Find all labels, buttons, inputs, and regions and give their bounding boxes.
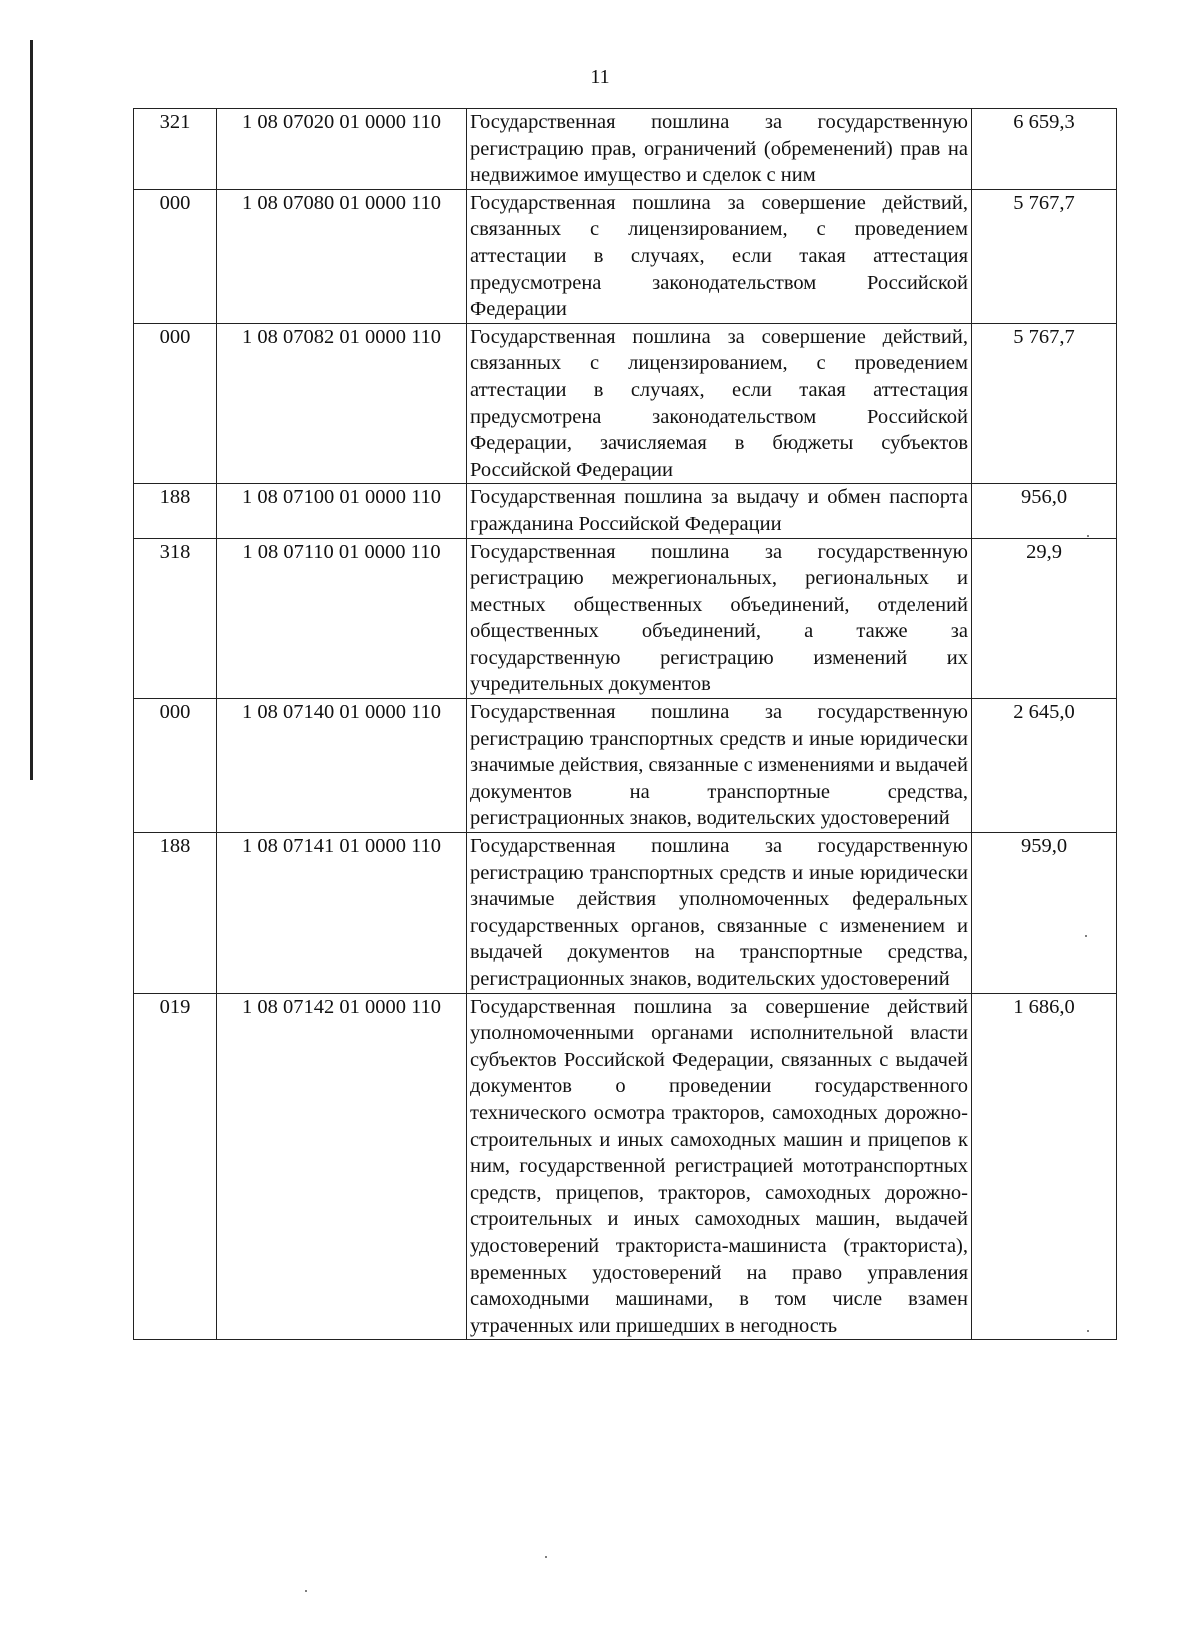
budget-classification-code-cell: 1 08 07140 01 0000 110 bbox=[217, 699, 467, 833]
revenue-name-cell: Государственная пошлина за выдачу и обмен паспорта гражданина Российской Федерации bbox=[467, 484, 972, 538]
revenue-table bbox=[133, 108, 1117, 1340]
scan-speck bbox=[1087, 535, 1089, 537]
admin-code-cell: 188 bbox=[134, 833, 217, 994]
amount-cell: 29,9 bbox=[972, 538, 1117, 699]
scan-speck bbox=[1087, 1330, 1089, 1332]
budget-classification-code-cell: 1 08 07142 01 0000 110 bbox=[217, 993, 467, 1340]
admin-code-cell: 321 bbox=[134, 109, 217, 190]
table-row bbox=[134, 484, 1117, 538]
budget-classification-code-cell: 1 08 07100 01 0000 110 bbox=[217, 484, 467, 538]
admin-code-cell: 318 bbox=[134, 538, 217, 699]
revenue-name-cell: Государственная пошлина за государственную регистрацию транспортных средств и иные юридически значимые действия, связанные с изменениями и выдачей документов на транспортные средства, регистрационных знаков, водительских удостоверений bbox=[467, 699, 972, 833]
revenue-name-cell: Государственная пошлина за совершение действий уполномоченными органами исполнительной власти субъектов Российской Федерации, связанных с выдачей документов о проведении государственного технического осмотра тракторов, самоходных дорожно-строительных и иных самоходных машин и прицепов к ним, государственной регистрацией мототранспортных средств, прицепов, тракторов, самоходных дорожно-строительных и иных самоходных машин, выдачей удостоверений тракториста-машиниста (тракториста), временных удостоверений на право управления самоходными машинами, в том числе взамен утраченных или пришедших в негодность bbox=[467, 993, 972, 1340]
scan-speck bbox=[305, 1590, 307, 1592]
amount-cell: 1 686,0 bbox=[972, 993, 1117, 1340]
table-row bbox=[134, 323, 1117, 484]
amount-cell: 6 659,3 bbox=[972, 109, 1117, 190]
page-number: 11 bbox=[590, 66, 610, 88]
amount-cell: 5 767,7 bbox=[972, 189, 1117, 323]
table-row bbox=[134, 189, 1117, 323]
amount-cell: 2 645,0 bbox=[972, 699, 1117, 833]
admin-code-cell: 000 bbox=[134, 189, 217, 323]
amount-cell: 5 767,7 bbox=[972, 323, 1117, 484]
admin-code-cell: 000 bbox=[134, 699, 217, 833]
amount-cell: 956,0 bbox=[972, 484, 1117, 538]
budget-classification-code-cell: 1 08 07141 01 0000 110 bbox=[217, 833, 467, 994]
revenue-name-cell: Государственная пошлина за государственную регистрацию транспортных средств и иные юридически значимые действия уполномоченных федеральных государственных органов, связанные с изменением и выдачей документов на транспортные средства, регистрационных знаков, водительских удостоверений bbox=[467, 833, 972, 994]
budget-classification-code-cell: 1 08 07020 01 0000 110 bbox=[217, 109, 467, 190]
table-row bbox=[134, 538, 1117, 699]
scan-speck bbox=[545, 1556, 547, 1558]
admin-code-cell: 188 bbox=[134, 484, 217, 538]
table-row bbox=[134, 833, 1117, 994]
revenue-name-cell: Государственная пошлина за государственную регистрацию межрегиональных, региональных и местных общественных объединений, отделений общественных объединений, а также за государственную регистрацию изменений их учредительных документов bbox=[467, 538, 972, 699]
table-row bbox=[134, 699, 1117, 833]
revenue-name-cell: Государственная пошлина за совершение действий, связанных с лицензированием, с проведением аттестации в случаях, если такая аттестация предусмотрена законодательством Российской Федерации bbox=[467, 189, 972, 323]
budget-classification-code-cell: 1 08 07082 01 0000 110 bbox=[217, 323, 467, 484]
budget-classification-code-cell: 1 08 07080 01 0000 110 bbox=[217, 189, 467, 323]
scan-edge-line bbox=[30, 40, 33, 780]
revenue-name-cell: Государственная пошлина за государственную регистрацию прав, ограничений (обременений) прав на недвижимое имущество и сделок с ним bbox=[467, 109, 972, 190]
scan-speck bbox=[1085, 935, 1087, 937]
budget-classification-code-cell: 1 08 07110 01 0000 110 bbox=[217, 538, 467, 699]
admin-code-cell: 019 bbox=[134, 993, 217, 1340]
admin-code-cell: 000 bbox=[134, 323, 217, 484]
table-row bbox=[134, 993, 1117, 1340]
amount-cell: 959,0 bbox=[972, 833, 1117, 994]
table-row bbox=[134, 109, 1117, 190]
revenue-name-cell: Государственная пошлина за совершение действий, связанных с лицензированием, с проведением аттестации в случаях, если такая аттестация предусмотрена законодательством Российской Федерации, зачисляемая в бюджеты субъектов Российской Федерации bbox=[467, 323, 972, 484]
